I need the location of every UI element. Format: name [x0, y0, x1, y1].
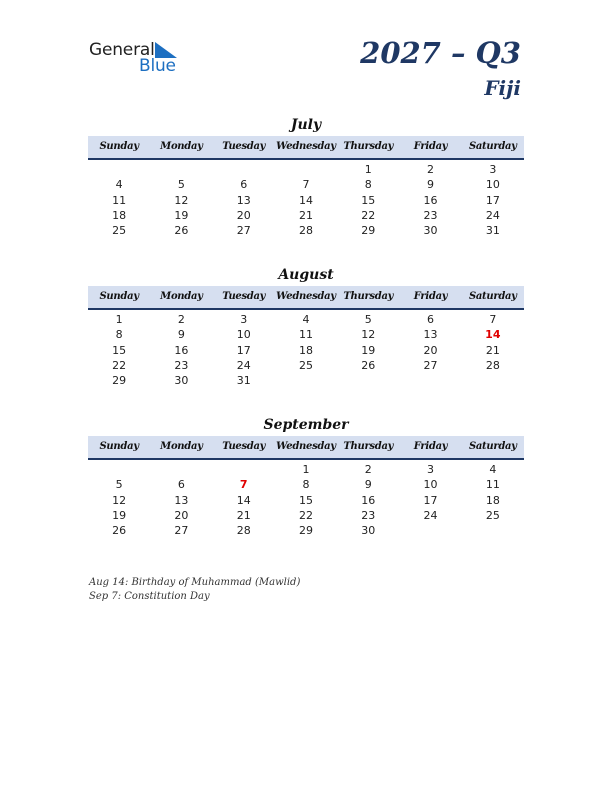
week-row	[88, 477, 524, 492]
week-row	[88, 162, 524, 177]
day-cell: 19	[174, 208, 189, 222]
holiday-note: Aug 14: Birthday of Muhammad (Mawlid)	[89, 577, 301, 588]
day-cell: 3	[240, 313, 248, 326]
holiday-note: Sep 7: Constitution Day	[89, 591, 210, 602]
day-cell	[88, 162, 150, 177]
weekday-label: Sunday	[99, 441, 139, 452]
day-cell: 14	[236, 493, 251, 507]
day-cell: 28	[485, 358, 500, 372]
week-row	[88, 462, 524, 477]
day-cell: 6	[177, 478, 185, 492]
weekday-label: Saturday	[468, 291, 517, 302]
day-cell	[399, 523, 461, 538]
day-cell: 24	[423, 508, 438, 522]
week-row	[88, 523, 524, 538]
week-row	[88, 193, 524, 208]
logo-general-text: General	[89, 40, 155, 60]
day-cell: 22	[361, 208, 376, 222]
day-cell: 6	[427, 313, 435, 326]
day-cell: 13	[423, 328, 438, 342]
weekday-header	[88, 436, 524, 460]
day-cell: 14	[298, 193, 313, 207]
day-cell: 18	[485, 493, 500, 507]
day-cell: 4	[302, 313, 310, 326]
day-cell: 26	[174, 224, 189, 238]
weekday-label: Thursday	[343, 141, 394, 152]
weekday-label: Thursday	[343, 291, 394, 302]
day-cell: 15	[298, 493, 313, 507]
week-row	[88, 223, 524, 238]
day-cell: 12	[361, 328, 376, 342]
month-title: September	[263, 417, 349, 433]
weekday-label: Wednesday	[276, 441, 336, 452]
day-cell: 21	[485, 343, 500, 357]
day-cell	[337, 373, 399, 388]
day-cell	[213, 162, 275, 177]
day-cell: 20	[423, 343, 438, 357]
day-cell: 4	[115, 178, 123, 192]
weekday-label: Saturday	[468, 141, 517, 152]
weekday-label: Saturday	[468, 441, 517, 452]
day-cell: 13	[174, 493, 189, 507]
weekday-label: Tuesday	[222, 441, 266, 452]
day-cell: 29	[298, 524, 313, 538]
weekday-header	[88, 286, 524, 310]
day-cell: 17	[423, 493, 438, 507]
day-cell: 2	[364, 463, 372, 476]
day-cell: 2	[427, 163, 435, 176]
day-cell: 10	[485, 178, 500, 192]
day-cell: 23	[174, 358, 189, 372]
day-cell: 7	[302, 178, 310, 192]
day-cell: 20	[174, 508, 189, 522]
day-cell	[462, 523, 524, 538]
day-cell	[275, 373, 337, 388]
day-cell: 7	[239, 478, 248, 492]
day-cell: 23	[423, 208, 438, 222]
month-title: August	[278, 267, 334, 283]
weekday-label: Wednesday	[276, 291, 336, 302]
day-cell: 19	[112, 508, 127, 522]
day-cell: 31	[485, 224, 500, 238]
day-cell: 30	[361, 524, 376, 538]
day-cell: 8	[302, 478, 310, 492]
day-cell: 12	[112, 493, 127, 507]
day-cell: 9	[364, 478, 372, 492]
weekday-label: Friday	[413, 441, 448, 452]
day-cell: 6	[240, 178, 248, 192]
day-cell: 29	[112, 374, 127, 388]
month-title: July	[290, 117, 322, 133]
day-cell: 28	[236, 524, 251, 538]
weeks-grid	[88, 460, 524, 538]
day-cell: 14	[485, 328, 501, 342]
day-cell: 22	[112, 358, 127, 372]
day-cell: 5	[364, 313, 372, 326]
day-cell: 16	[174, 343, 189, 357]
day-cell: 19	[361, 343, 376, 357]
day-cell: 10	[236, 328, 251, 342]
day-cell: 9	[177, 328, 185, 342]
day-cell: 3	[489, 163, 497, 176]
day-cell	[462, 373, 524, 388]
day-cell: 9	[427, 178, 435, 192]
month-block	[88, 416, 524, 538]
week-row	[88, 208, 524, 223]
day-cell: 5	[177, 178, 185, 192]
day-cell	[150, 462, 212, 477]
day-cell: 7	[489, 313, 497, 326]
day-cell: 25	[298, 358, 313, 372]
holiday-notes	[89, 576, 300, 604]
week-row	[88, 327, 524, 342]
weekday-label: Thursday	[343, 441, 394, 452]
day-cell: 1	[302, 463, 310, 476]
day-cell: 4	[489, 463, 497, 476]
day-cell	[150, 162, 212, 177]
week-row	[88, 358, 524, 373]
day-cell: 22	[298, 508, 313, 522]
day-cell: 29	[361, 224, 376, 238]
weekday-label: Friday	[413, 141, 448, 152]
day-cell: 20	[236, 208, 251, 222]
month-block	[88, 266, 524, 388]
day-cell: 25	[485, 508, 500, 522]
day-cell: 30	[174, 374, 189, 388]
week-row	[88, 373, 524, 388]
day-cell: 16	[423, 193, 438, 207]
week-row	[88, 508, 524, 523]
day-cell: 17	[236, 343, 251, 357]
day-cell: 15	[112, 343, 127, 357]
day-cell: 15	[361, 193, 376, 207]
day-cell: 11	[485, 478, 500, 492]
month-block	[88, 116, 524, 238]
day-cell	[399, 373, 461, 388]
day-cell: 26	[361, 358, 376, 372]
weekday-label: Tuesday	[222, 291, 266, 302]
day-cell: 26	[112, 524, 127, 538]
week-row	[88, 343, 524, 358]
weekday-label: Wednesday	[276, 141, 336, 152]
day-cell: 12	[174, 193, 189, 207]
day-cell: 8	[115, 328, 123, 342]
day-cell: 21	[298, 208, 313, 222]
weekday-label: Monday	[160, 441, 203, 452]
day-cell: 1	[364, 163, 372, 176]
weekday-label: Tuesday	[222, 141, 266, 152]
weekday-label: Friday	[413, 291, 448, 302]
page-subtitle: Fiji	[484, 76, 521, 100]
day-cell: 3	[427, 463, 435, 476]
day-cell: 18	[298, 343, 313, 357]
page-title: 2027 – Q3	[360, 36, 521, 70]
day-cell: 16	[361, 493, 376, 507]
day-cell: 1	[115, 313, 123, 326]
day-cell: 27	[174, 524, 189, 538]
week-row	[88, 312, 524, 327]
day-cell: 18	[112, 208, 127, 222]
day-cell: 5	[115, 478, 123, 492]
weekday-label: Monday	[160, 291, 203, 302]
day-cell: 21	[236, 508, 251, 522]
weekday-label: Sunday	[99, 291, 139, 302]
brand-logo	[89, 40, 189, 76]
day-cell: 8	[364, 178, 372, 192]
day-cell	[213, 462, 275, 477]
day-cell: 28	[298, 224, 313, 238]
weekday-header	[88, 136, 524, 160]
day-cell: 24	[236, 358, 251, 372]
day-cell: 11	[112, 193, 127, 207]
day-cell	[275, 162, 337, 177]
day-cell: 11	[298, 328, 313, 342]
week-row	[88, 177, 524, 192]
weeks-grid	[88, 160, 524, 238]
day-cell: 30	[423, 224, 438, 238]
day-cell: 31	[236, 374, 251, 388]
day-cell: 10	[423, 478, 438, 492]
day-cell: 24	[485, 208, 500, 222]
logo-blue-text: Blue	[139, 56, 176, 76]
week-row	[88, 493, 524, 508]
day-cell: 2	[177, 313, 185, 326]
weeks-grid	[88, 310, 524, 388]
day-cell: 17	[485, 193, 500, 207]
weekday-label: Sunday	[99, 141, 139, 152]
day-cell: 23	[361, 508, 376, 522]
day-cell: 27	[423, 358, 438, 372]
day-cell	[88, 462, 150, 477]
day-cell: 25	[112, 224, 127, 238]
weekday-label: Monday	[160, 141, 203, 152]
day-cell: 13	[236, 193, 251, 207]
day-cell: 27	[236, 224, 251, 238]
